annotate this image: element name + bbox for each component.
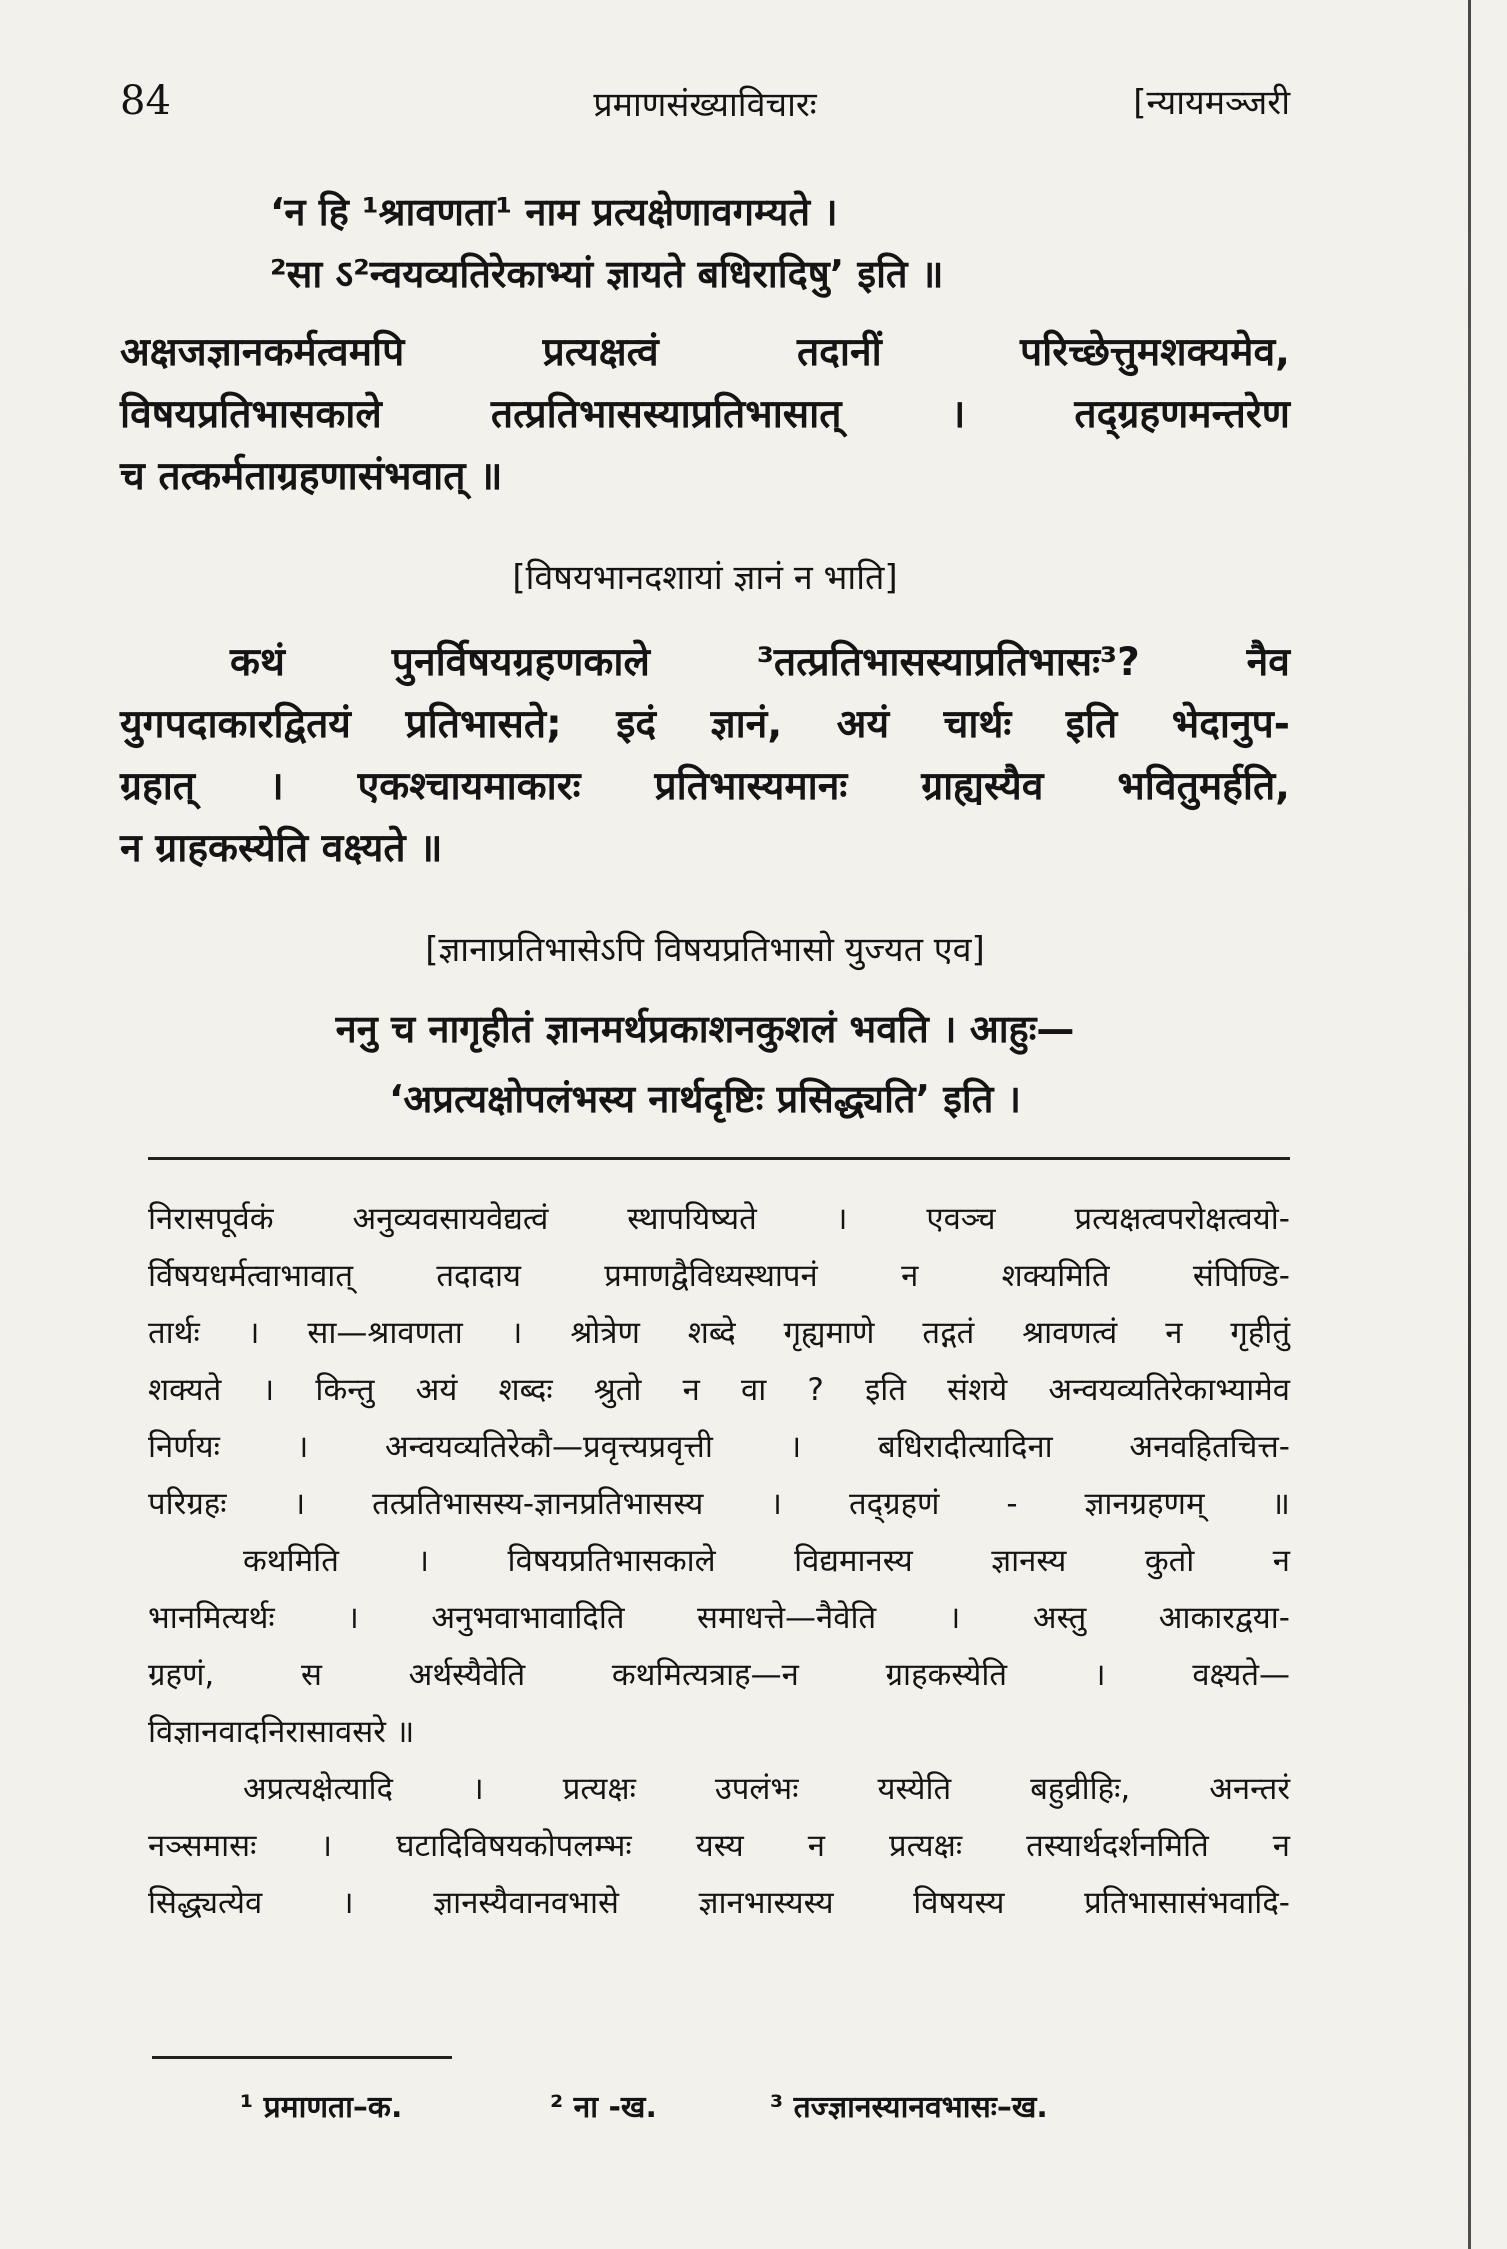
footnote-2: ² ना -ख. [550, 2090, 657, 2125]
verse-line-2: ²सा ऽ²न्वयव्यतिरेकाभ्यां ज्ञायते बधिरादिषु’ इति ॥ [270, 252, 944, 296]
paragraph-1 [120, 322, 1290, 508]
commentary-line: अप्रत्यक्षेत्यादि । प्रत्यक्षः उपलंभः यस्येति बहुव्रीहिः, अनन्तरं [243, 1771, 1290, 1807]
page-number: 84 [120, 78, 171, 124]
paragraph-3: ननु च नागृहीतं ज्ञानमर्थप्रकाशनकुशलं भवति । आहुः— [335, 1007, 1075, 1051]
paragraph-line: न ग्राहकस्येति वक्ष्यते ॥ [120, 826, 443, 871]
paragraph-line: च तत्कर्मताग्रहणासंभवात् ॥ [120, 454, 503, 499]
commentary-line: र्विषयधर्मत्वाभावात् तदादाय प्रमाणद्वैविध्यस्थापनं न शक्यमिति संपिण्डि- [148, 1258, 1290, 1294]
commentary [148, 1191, 1290, 1932]
commentary-line: सिद्ध्यत्येव । ज्ञानस्यैवानवभासे ज्ञानभास्यस्य विषयस्य प्रतिभासासंभवादि- [148, 1885, 1290, 1921]
book-title: [न्यायमञ्जरी [1133, 83, 1290, 123]
commentary-line: नञ्समासः । घटादिविषयकोपलम्भः यस्य न प्रत्यक्षः तस्यार्थदर्शनमिति न [148, 1828, 1290, 1864]
separator-rule [148, 1157, 1290, 1160]
commentary-line: निर्णयः । अन्वयव्यतिरेकौ—प्रवृत्त्यप्रवृत्ती । बधिरादीत्यादिना अनवहितचित्त- [148, 1429, 1290, 1465]
commentary-line: परिग्रहः । तत्प्रतिभासस्य-ज्ञानप्रतिभासस्य । तद्ग्रहणं - ज्ञानग्रहणम् ॥ [148, 1486, 1290, 1522]
section-heading-2: [ज्ञानाप्रतिभासेऽपि विषयप्रतिभासो युज्यत एव] [425, 930, 985, 970]
paragraph-line: युगपदाकारद्वितयं प्रतिभासते; इदं ज्ञानं, अयं चार्थः इति भेदानुप- [120, 702, 1290, 747]
footnote-rule [152, 2056, 452, 2059]
paragraph-line: ग्रहात् । एकश्चायमाकारः प्रतिभास्यमानः ग्राह्यस्यैव भवितुमर्हति, [120, 764, 1290, 809]
paragraph-line: विषयप्रतिभासकाले तत्प्रतिभासस्याप्रतिभासात् । तद्ग्रहणमन्तरेण [120, 392, 1290, 437]
commentary-line: विज्ञानवादनिरासावसरे ॥ [148, 1714, 415, 1750]
paragraph-2 [120, 632, 1290, 880]
page-header [120, 78, 1290, 138]
commentary-line: ग्रहणं, स अर्थस्यैवेति कथमित्यत्राह—न ग्राहकस्येति । वक्ष्यते— [148, 1657, 1290, 1693]
footnote-3: ³ तज्ज्ञानस्यानवभासः–ख. [770, 2090, 1048, 2125]
running-title: प्रमाणसंख्याविचारः [593, 85, 817, 125]
paragraph-line: अक्षजज्ञानकर्मत्वमपि प्रत्यक्षत्वं तदानीं परिच्छेत्तुमशक्यमेव, [120, 330, 1290, 375]
section-heading-1: [विषयभानदशायां ज्ञानं न भाति] [512, 558, 898, 598]
commentary-line: निरासपूर्वकं अनुव्यवसायवेद्यत्वं स्थापयिष्यते । एवञ्च प्रत्यक्षत्वपरोक्षत्वयो- [148, 1201, 1290, 1237]
paragraph-line: कथं पुनर्विषयग्रहणकाले ³तत्प्रतिभासस्याप्रतिभासः³? नैव [230, 640, 1290, 685]
commentary-line: भानमित्यर्थः । अनुभवाभावादिति समाधत्ते—नैवेति । अस्तु आकारद्वया- [148, 1600, 1290, 1636]
verse-line-1: ‘न हि ¹श्रावणता¹ नाम प्रत्यक्षेणावगम्यते । [270, 190, 838, 234]
commentary-line: शक्यते । किन्तु अयं शब्दः श्रुतो न वा ? इति संशये अन्वयव्यतिरेकाभ्यामेव [148, 1372, 1290, 1408]
footnote-1: ¹ प्रमाणता–क. [240, 2090, 403, 2125]
commentary-line: तार्थः । सा—श्रावणता । श्रोत्रेण शब्दे गृह्यमाणे तद्गतं श्रावणत्वं न गृहीतुं [148, 1315, 1290, 1351]
commentary-line: कथमिति । विषयप्रतिभासकाले विद्यमानस्य ज्ञानस्य कुतो न [243, 1543, 1290, 1579]
page-edge-line [1468, 0, 1471, 2249]
verse-quote: ‘अप्रत्यक्षोपलंभस्य नार्थदृष्टिः प्रसिद्ध्यति’ इति । [388, 1077, 1022, 1121]
